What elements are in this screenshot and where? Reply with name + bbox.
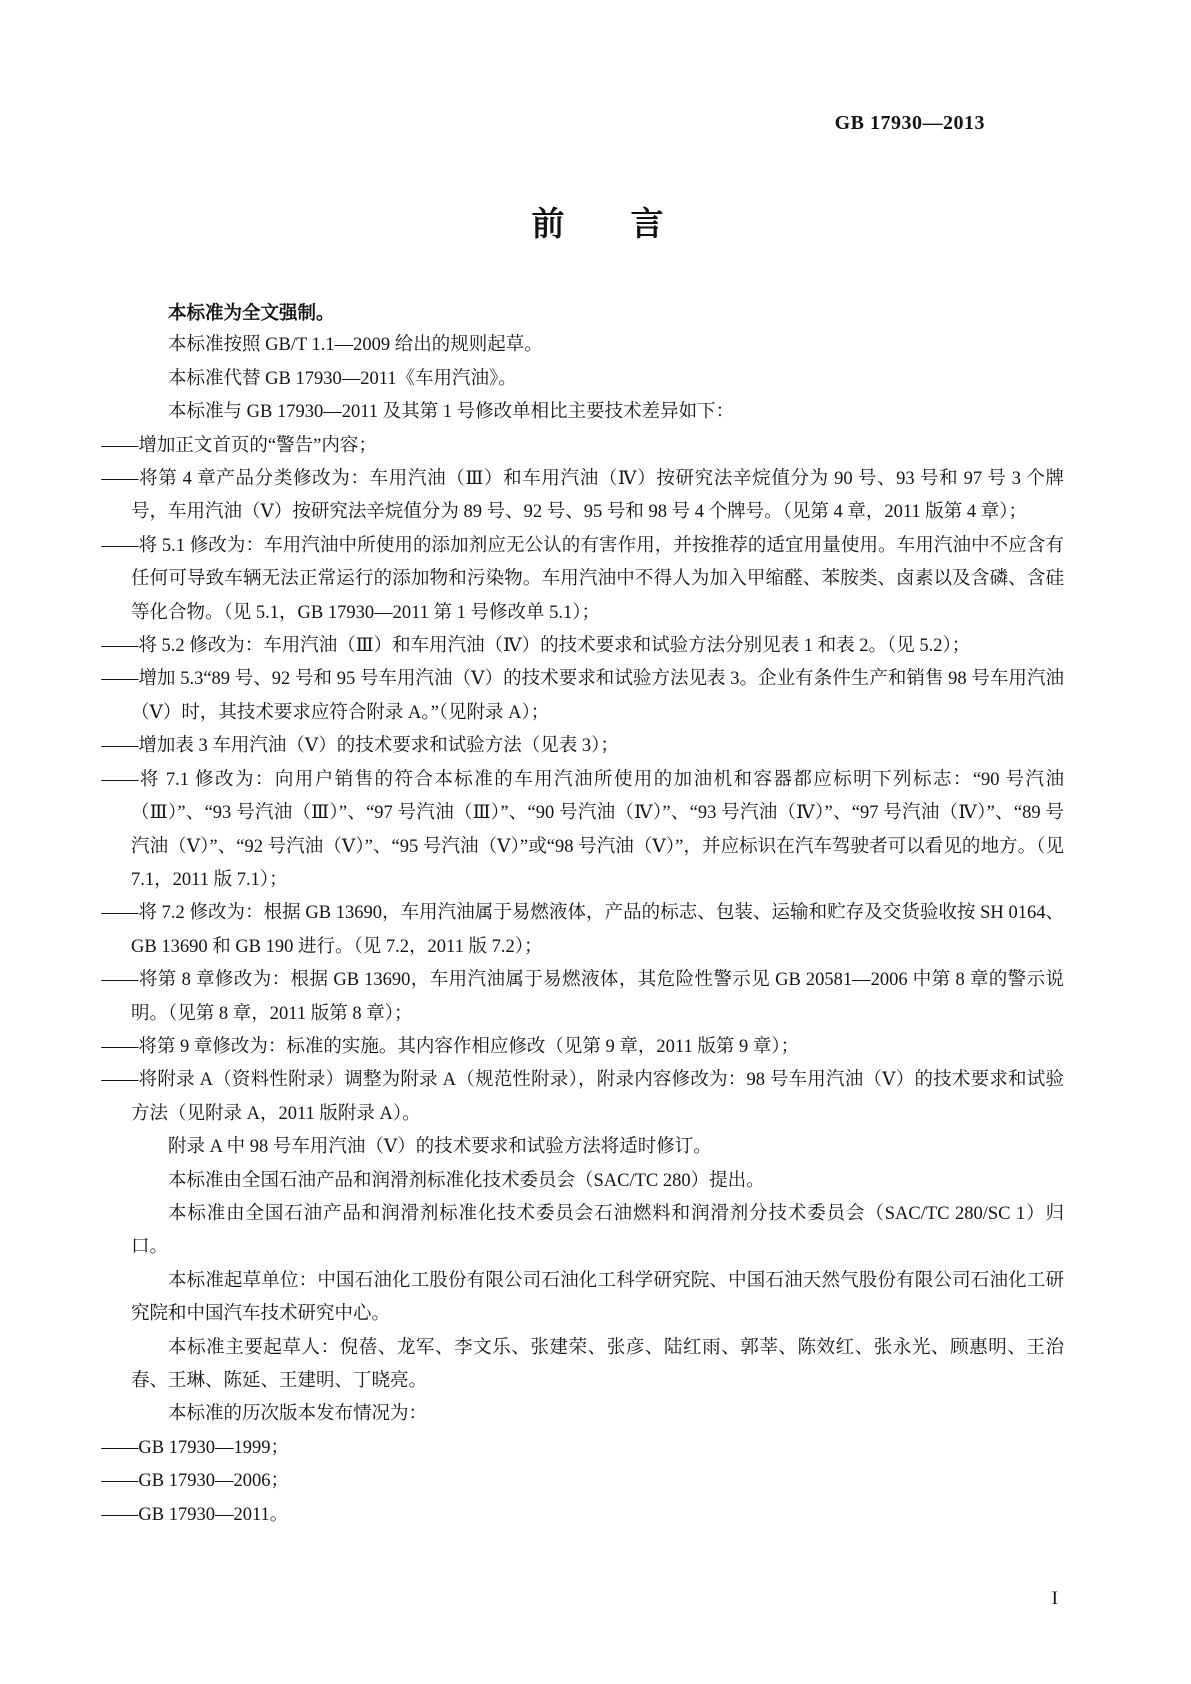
standard-code: GB 17930—2013: [834, 112, 985, 134]
paragraph: 本标准主要起草人：倪蓓、龙军、李文乐、张建荣、张彦、陆红雨、郭莘、陈效红、张永光、顾惠明、王治春、王琳、陈延、王建明、丁晓亮。: [131, 1337, 1064, 1391]
revision-item: ——将 7.2 修改为：根据 GB 13690，车用汽油属于易燃液体，产品的标志、包装、运输和贮存及交货验收按 SH 0164、GB 13690 和 GB 190 进行。（见 7.2，2011 版 7.2）；: [101, 903, 1064, 957]
revision-item: ——将 5.2 修改为：车用汽油（Ⅲ）和车用汽油（Ⅳ）的技术要求和试验方法分别见表 1 和表 2。（见 5.2）；: [101, 636, 971, 657]
revision-item: ——增加 5.3“89 号、92 号和 95 号车用汽油（Ⅴ）的技术要求和试验方法见表 3。企业有条件生产和销售 98 号车用汽油（Ⅴ）时，其技术要求应符合附录 A。”（见附录 A）；: [101, 669, 1064, 723]
revision-item: ——将 5.1 修改为：车用汽油中所使用的添加剂应无公认的有害作用，并按推荐的适宜用量使用。车用汽油中不应含有任何可导致车辆无法正常运行的添加物和污染物。车用汽油中不得人为加入甲缩醛、苯胺类、卤素以及含磷、含硅等化合物。（见 5.1，GB 17930—2011 第 1 号修改单 5.1）；: [101, 535, 1064, 623]
revision-item: ——增加表 3 车用汽油（Ⅴ）的技术要求和试验方法（见表 3）；: [101, 736, 619, 757]
paragraph: 附录 A 中 98 号车用汽油（Ⅴ）的技术要求和试验方法将适时修订。: [168, 1137, 712, 1158]
page-number: I: [1051, 1588, 1058, 1609]
edition-item: ——GB 17930—1999；: [101, 1437, 289, 1458]
paragraph: 本标准代替 GB 17930—2011《车用汽油》。: [168, 368, 517, 389]
paragraph: 本标准的历次版本发布情况为：: [168, 1404, 428, 1425]
revision-item: ——增加正文首页的“警告”内容；: [101, 435, 377, 456]
paragraph: 本标准按照 GB/T 1.1—2009 给出的规则起草。: [168, 335, 543, 356]
paragraph: 本标准由全国石油产品和润滑剂标准化技术委员会石油燃料和润滑剂分技术委员会（SAC/TC 280/SC 1）归口。: [131, 1203, 1064, 1258]
page-title: 前 言: [531, 205, 664, 242]
paragraph: 本标准由全国石油产品和润滑剂标准化技术委员会（SAC/TC 280）提出。: [168, 1170, 765, 1191]
revision-item: ——将第 9 章修改为：标准的实施。其内容作相应修改（见第 9 章，2011 版第 9 章）；: [101, 1036, 800, 1057]
revision-item: ——将第 8 章修改为：根据 GB 13690，车用汽油属于易燃液体，其危险性警示见 GB 20581—2006 中第 8 章的警示说明。（见第 8 章，2011 版第 8 章）；: [101, 970, 1064, 1024]
edition-item: ——GB 17930—2006；: [101, 1471, 289, 1492]
paragraph: 本标准与 GB 17930—2011 及其第 1 号修改单相比主要技术差异如下：: [168, 402, 735, 423]
paragraph: 本标准起草单位：中国石油化工股份有限公司石油化工科学研究院、中国石油天然气股份有限公司石油化工研究院和中国汽车技术研究中心。: [131, 1270, 1064, 1325]
revision-item: ——将附录 A（资料性附录）调整为附录 A（规范性附录），附录内容修改为：98 号车用汽油（Ⅴ）的技术要求和试验方法（见附录 A，2011 版附录 A）。: [101, 1070, 1064, 1124]
revision-item: ——将 7.1 修改为：向用户销售的符合本标准的车用汽油所使用的加油机和容器都应标明下列标志：“90 号汽油（Ⅲ）”、“93 号汽油（Ⅲ）”、“97 号汽油（Ⅲ）”、“90 号汽油（Ⅳ）”、“93 号汽油（Ⅳ）”、“97 号汽油（Ⅳ）”、“89 号汽油（Ⅴ）”、“92 号汽油（Ⅴ）”、“95 号汽油（Ⅴ）”或“98 号汽油（Ⅴ）”，并应标识在汽车驾驶者可以看见的地方。（见 7.1，2011 版 7.1）；: [101, 769, 1064, 890]
revision-item: ——将第 4 章产品分类修改为：车用汽油（Ⅲ）和车用汽油（Ⅳ）按研究法辛烷值分为 90 号、93 号和 97 号 3 个牌号，车用汽油（Ⅴ）按研究法辛烷值分为 89 号、92 号、95 号和 98 号 4 个牌号。（见第 4 章，2011 版第 4 章）；: [101, 469, 1064, 523]
paragraph: 本标准为全文强制。: [168, 302, 335, 323]
edition-item: ——GB 17930—2011。: [101, 1504, 289, 1525]
foreword-body: [101, 296, 1064, 1532]
